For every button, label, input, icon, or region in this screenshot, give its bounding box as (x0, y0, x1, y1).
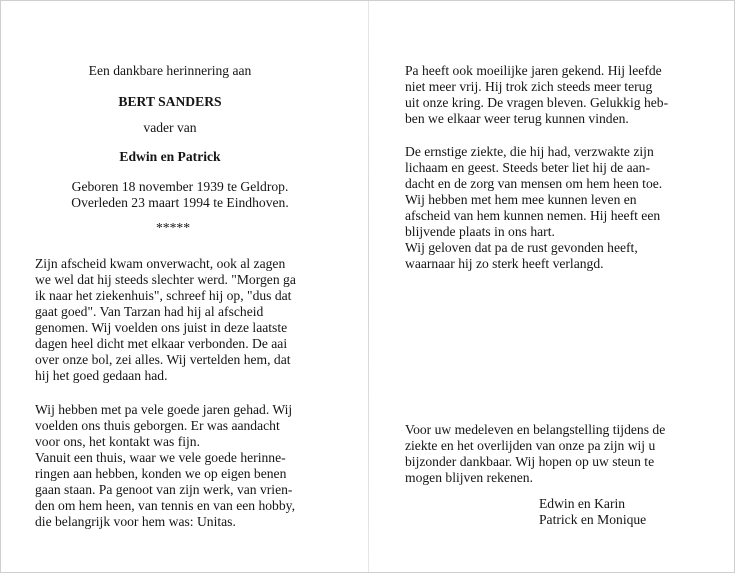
text-line: gaan staan. Pa genoot van zijn werk, van vrien- (35, 482, 293, 497)
text-line: mogen blijven rekenen. (405, 470, 533, 485)
card-fold-line (368, 1, 369, 572)
text-line: waarnaar hij zo sterk heeft verlangd. (405, 256, 604, 271)
text-line: Voor uw medeleven en belangstelling tijdens de (405, 422, 666, 437)
birth-line: Geboren 18 november 1939 te Geldrop. (71, 179, 289, 194)
text-line: genomen. Wij voelden ons juist in deze laatste (35, 320, 288, 335)
paragraph-difficult-years (405, 63, 697, 127)
text-line: die belangrijk voor hem was: Unitas. (35, 514, 236, 529)
text-line: dacht en de zorg van mensen om hem heen toe. (405, 176, 663, 191)
signature-patrick-monique: Patrick en Monique (539, 512, 647, 527)
text-line: Pa heeft ook moeilijke jaren gekend. Hij leefde (405, 63, 662, 78)
death-line: Overleden 23 maart 1994 te Eindhoven. (71, 195, 289, 210)
text-line: ziekte en het overlijden van onze pa zijn wij u (405, 438, 656, 453)
text-line: hij het goed gedaan had. (35, 368, 168, 383)
text-line: blijvende plaats in ons hart. (405, 224, 555, 239)
right-page (405, 63, 697, 528)
text-line: Vanuit een thuis, waar we vele goede herinne- (35, 450, 286, 465)
text-line: afscheid van hem kunnen nemen. Hij heeft een (405, 208, 661, 223)
text-line: Wij geloven dat pa de rust gevonden heeft, (405, 240, 638, 255)
text-line: voelden ons thuis geborgen. Er was aandacht (35, 418, 280, 433)
paragraph-illness (405, 144, 697, 272)
paragraph-farewell (35, 256, 335, 384)
paragraph-thanks (405, 422, 697, 486)
father-of-line: vader van (143, 120, 197, 135)
text-line: bijzonder dankbaar. Wij hopen op uw steun te (405, 454, 655, 469)
intro-line: Een dankbare herinnering aan (88, 63, 252, 78)
text-line: ik naar het ziekenhuis", schreef hij op, "dus dat (35, 288, 292, 303)
text-line: Wij hebben met pa vele goede jaren gehad. Wij (35, 402, 293, 417)
signatures (405, 496, 697, 528)
text-line: we wel dat hij steeds slechter werd. "Morgen ga (35, 272, 296, 287)
text-line: ben we elkaar weer terug kunnen vinden. (405, 111, 629, 126)
text-line: over onze bol, zei alles. Wij vertelden hem, dat (35, 352, 291, 367)
text-line: dagen heel dicht met elkaar verbonden. De aai (35, 336, 288, 351)
signature-edwin-karin: Edwin en Karin (539, 496, 626, 511)
text-line: Wij hebben met hem mee kunnen leven en (405, 192, 637, 207)
paragraph-good-years (35, 402, 335, 530)
text-line: ringen aan hebben, konden we op eigen benen (35, 466, 287, 481)
text-line: gaat goed". Van Tarzan had hij al afscheid (35, 304, 264, 319)
children-names: Edwin en Patrick (119, 149, 221, 164)
text-line: De ernstige ziekte, die hij had, verzwakte zijn (405, 144, 654, 159)
left-page (35, 63, 335, 530)
deceased-name: BERT SANDERS (118, 94, 222, 109)
text-line: uit onze kring. De vragen bleven. Gelukkig heb- (405, 95, 669, 110)
text-line: niet meer vrij. Hij trok zich steeds meer terug (405, 79, 653, 94)
text-line: voor ons, het kontakt was fijn. (35, 434, 200, 449)
separator-stars: ***** (156, 220, 190, 235)
text-line: den om hem heen, van tennis en van een hobby, (35, 498, 295, 513)
text-line: lichaam en geest. Steeds beter liet hij de aan- (405, 160, 650, 175)
text-line: Zijn afscheid kwam onverwacht, ook al zagen (35, 256, 286, 271)
